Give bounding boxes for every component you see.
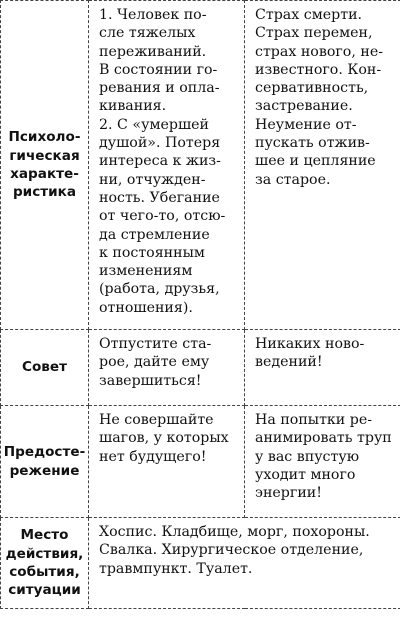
row-label [1, 518, 89, 609]
table-row [1, 1, 400, 330]
table-cell [245, 406, 400, 518]
cell-text: Хоспис. Кладбище, морг, похороны. Свалка. Хирургическое отделение, травмпункт. Туалет. [99, 524, 370, 577]
table-cell [89, 406, 245, 518]
table-row [1, 406, 400, 518]
cell-text: 1. Человек по- сле тяжелых переживаний. В состоянии го- ревания и опла- кивания. 2. С «умершей душой». Потеря интереса к жиз- ни, отчужден- ность. Убегание от чего-то, отсю- да стремление к постоянным изменениям (работа, друзья, отношения). [99, 7, 226, 316]
row-label-text: Предосте- режение [3, 444, 86, 479]
table-cell [89, 330, 245, 406]
cell-text: На попытки ре- анимировать труп у вас впустую уходит много энергии! [255, 412, 392, 502]
row-label-text: Психоло- гическая характе- ристика [8, 129, 81, 201]
cell-text: Страх смерти. Страх перемен, страх нового, не- известного. Кон- сервативность, застревание. Неумение от- пускать отжив- шее и цепляние за старое. [255, 7, 384, 188]
cell-text: Никаких ново- ведений! [255, 336, 365, 371]
cell-text: Отпустите ста- рое, дайте ему завершиться! [99, 336, 212, 389]
row-label-text: Место действия, события, ситуации [5, 527, 84, 599]
table-cell [245, 1, 400, 330]
table-cell [89, 1, 245, 330]
row-label [1, 1, 89, 330]
table-row [1, 518, 400, 609]
row-label [1, 330, 89, 406]
table-row [1, 330, 400, 406]
row-label [1, 406, 89, 518]
row-label-text: Совет [21, 359, 68, 376]
cell-text: Не совершайте шагов, у которых нет будущего! [99, 412, 229, 465]
table-cell-wide [89, 518, 400, 609]
table-cell [245, 330, 400, 406]
